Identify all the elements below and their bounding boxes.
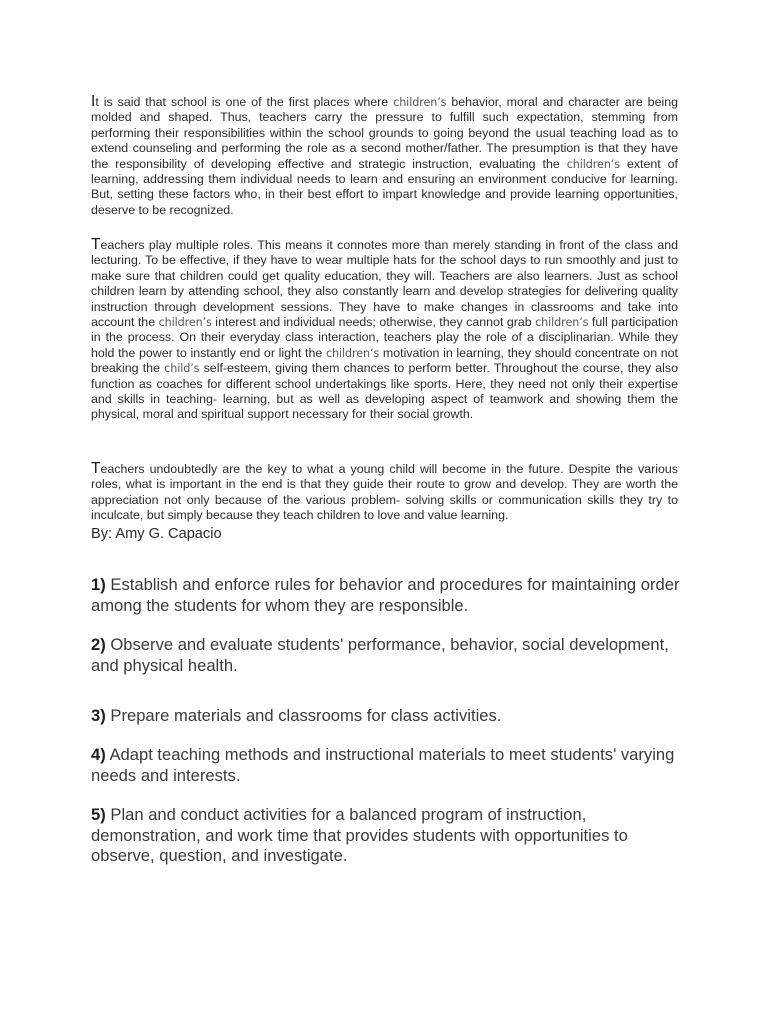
- paragraph-text: interest and individual needs; otherwise, they cannot grab: [211, 315, 536, 330]
- children-word: children’s: [158, 316, 212, 330]
- paragraph-2: [91, 237, 678, 423]
- list-item: [91, 635, 691, 676]
- author-byline: By: Amy G. Capacio: [91, 526, 222, 542]
- list-item-text: Adapt teaching methods and instructional materials to meet students' varying needs and interests.: [91, 745, 675, 785]
- list-item: [91, 575, 691, 616]
- paragraph-text: self-esteem, giving them chances to perform better. Throughout the course, they also function as coaches for different school undertakings like sports. Here, they need not only their expertise and skills in teaching- learning, but as well as developing aspect of teamwork and showing them the physical, moral and spiritual support necessary for their social growth.: [91, 361, 678, 422]
- list-item-number: 1): [91, 575, 106, 594]
- list-item: [91, 805, 691, 867]
- list-item: [91, 706, 691, 727]
- dropcap-letter: T: [91, 236, 101, 253]
- paragraph-text: full participation in the process. On their everyday class interaction, teachers play the role of a disciplinarian. While they hold the power to instantly end or light the: [91, 315, 678, 360]
- child-word: child’s: [164, 362, 200, 376]
- list-item-number: 2): [91, 635, 106, 654]
- children-word: children’s: [325, 346, 380, 360]
- children-word: children’s: [566, 157, 620, 171]
- paragraph-1: [91, 94, 678, 218]
- list-item-number: 5): [91, 805, 106, 824]
- paragraph-text: eachers play multiple roles. This means it connotes more than merely standing in front of the class and lecturing. To be effective, if they have to wear multiple hats for the school days to run smoothly and just to make sure that children could get quality education, they will. Teachers are also learners. Just as school children learn by attending school, they also constantly learn and develop strategies for delivering quality instruction through development sessions. They have to make changes in classrooms and take into account the: [91, 238, 678, 330]
- list-item: [91, 745, 691, 786]
- list-item-text: Observe and evaluate students' performance, behavior, social development, and physical health.: [91, 635, 669, 675]
- paragraph-text: behavior, moral and character are being molded and shaped. Thus, teachers carry the pressure to fulfill such expectation, stemming from performing their responsibilities within the school grounds to going beyond the usual teaching load as to extend counseling and performing the role as a second mother/father. The presumption is that they have the responsibility of developing effective and strategic instruction, evaluating the: [91, 95, 678, 171]
- paragraph-3: [91, 461, 678, 524]
- dropcap-letter: T: [91, 460, 101, 477]
- list-item-number: 3): [91, 706, 106, 725]
- paragraph-text: motivation in learning, they should concentrate on not breaking the: [91, 345, 678, 376]
- paragraph-text: extent of learning, addressing them individual needs to learn and ensuring an environment conducive for learning. But, setting these factors who, in their best effort to impart knowledge and provide learning opportunities, deserve to be recognized.: [91, 156, 678, 217]
- dropcap-letter: I: [91, 93, 96, 110]
- list-item-text: Prepare materials and classrooms for class activities.: [105, 706, 502, 725]
- children-word: children’s: [535, 316, 589, 330]
- paragraph-text: eachers undoubtedly are the key to what a young child will become in the future. Despite the various roles, what is important in the end is that they guide their route to grow and develop. They are worth the appreciation not only because of the various problem- solving skills or communication skills they try to inculcate, but simply because they teach children to love and value learning.: [91, 462, 678, 523]
- list-item-text: Establish and enforce rules for behavior and procedures for maintaining order among the students for whom they are responsible.: [91, 575, 680, 615]
- list-item-text: Plan and conduct activities for a balanced program of instruction, demonstration, and work time that provides students with opportunities to observe, question, and investigate.: [91, 805, 628, 866]
- children-word: children’s: [393, 96, 447, 109]
- list-item-number: 4): [91, 745, 106, 764]
- paragraph-text: t is said that school is one of the first places where: [95, 95, 394, 109]
